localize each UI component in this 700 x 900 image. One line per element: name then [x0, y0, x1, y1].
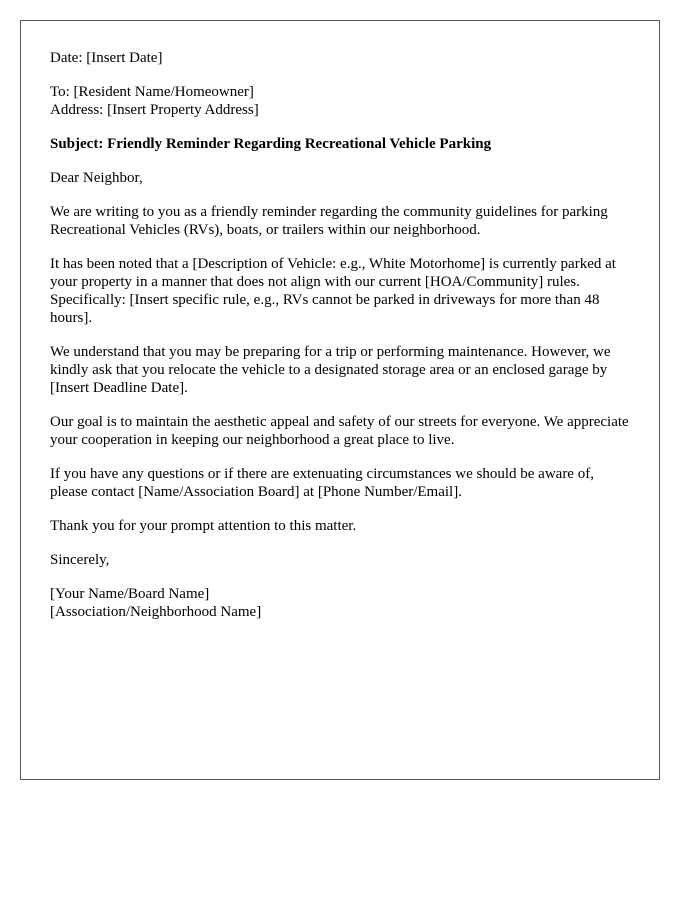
paragraph-goal: Our goal is to maintain the aesthetic appeal and safety of our streets for everyone. We appreciate your cooperation in keeping our neighborhood a great place to live.: [50, 414, 629, 448]
closing: Sincerely,: [50, 552, 110, 568]
paragraph-contact: If you have any questions or if there are extenuating circumstances we should be aware of, please contact [Name/Association Board] at [Phone Number/Email].: [50, 466, 594, 500]
paragraph-thanks: Thank you for your prompt attention to this matter.: [50, 518, 357, 534]
recipient-line: To: [Resident Name/Homeowner]: [50, 84, 254, 100]
paragraph-violation: It has been noted that a [Description of Vehicle: e.g., White Motorhome] is currently parked at your property in a manner that does not align with our current [HOA/Community] rules. Specifically: [Insert specific rule, e.g., RVs cannot be parked in driveways for more than 48 hours].: [50, 256, 616, 326]
salutation: Dear Neighbor,: [50, 170, 143, 186]
address-line: Address: [Insert Property Address]: [50, 102, 259, 118]
subject-line: Subject: Friendly Reminder Regarding Recreational Vehicle Parking: [50, 136, 492, 152]
date-block: [50, 49, 631, 67]
signature-block: [50, 585, 631, 621]
letter-page: [20, 20, 660, 780]
paragraph-request: We understand that you may be preparing for a trip or performing maintenance. However, we kindly ask that you relocate the vehicle to a designated storage area or an enclosed garage by [Insert Deadline Date].: [50, 344, 611, 396]
recipient-block: [50, 83, 631, 119]
signature-name: [Your Name/Board Name]: [50, 586, 210, 602]
signature-organization: [Association/Neighborhood Name]: [50, 604, 262, 620]
date-line: Date: [Insert Date]: [50, 50, 163, 66]
paragraph-intro: We are writing to you as a friendly reminder regarding the community guidelines for parking Recreational Vehicles (RVs), boats, or trailers within our neighborhood.: [50, 204, 608, 238]
